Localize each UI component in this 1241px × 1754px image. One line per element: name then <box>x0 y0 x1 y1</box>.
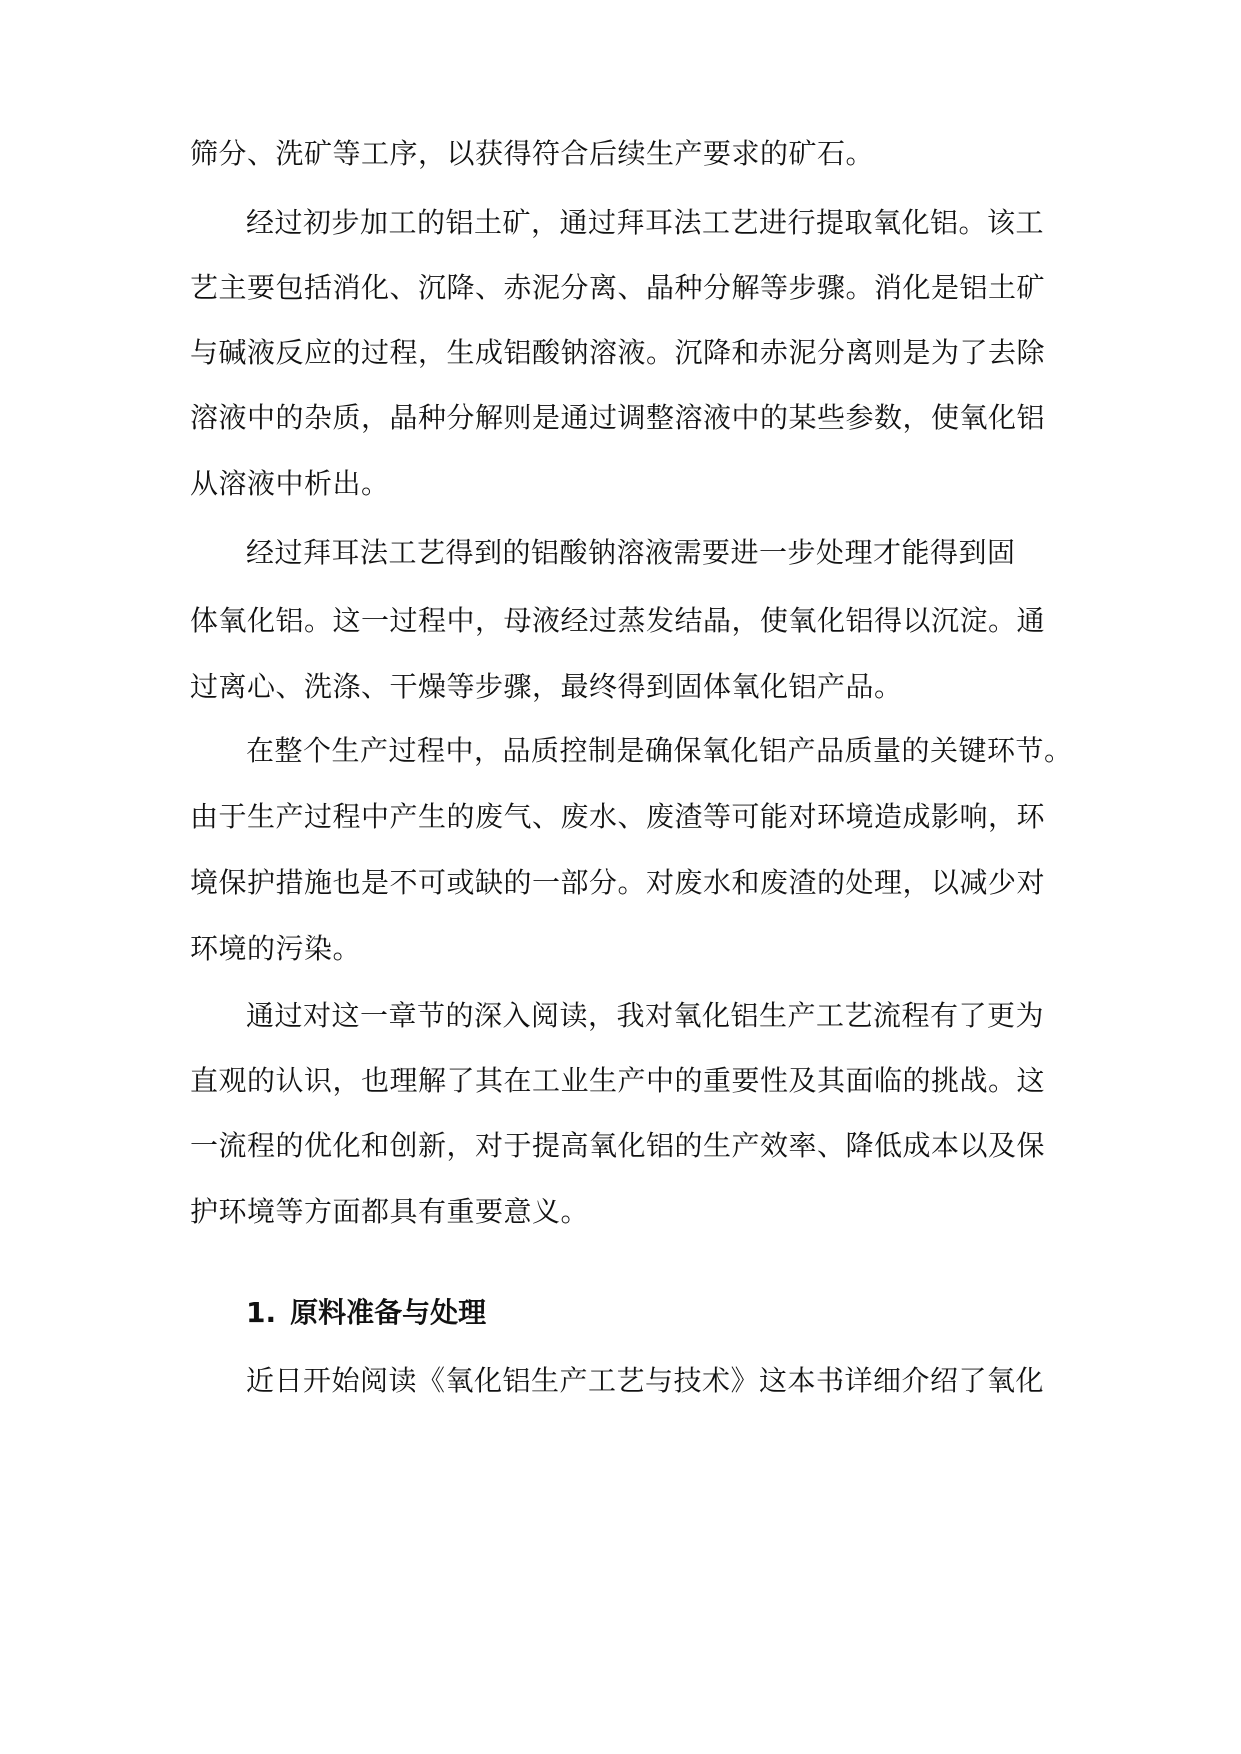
text-line: 通过对这一章节的深入阅读，我对氧化铝生产工艺流程有了更为 <box>246 999 1045 1032</box>
text-line: 近日开始阅读《氧化铝生产工艺与技术》这本书详细介绍了氧化 <box>246 1364 1045 1397</box>
text-line: 溶液中的杂质，晶种分解则是通过调整溶液中的某些参数，使氧化铝 <box>190 401 1046 434</box>
text-line: 过离心、洗涤、干燥等步骤，最终得到固体氧化铝产品。 <box>190 670 903 703</box>
section-heading <box>246 1293 486 1333</box>
text-line: 境保护措施也是不可或缺的一部分。对废水和废渣的处理，以减少对 <box>190 866 1046 899</box>
text-line: 从溶液中析出。 <box>190 467 390 500</box>
text-line: 一流程的优化和创新，对于提高氧化铝的生产效率、降低成本以及保 <box>190 1129 1046 1162</box>
text-line: 直观的认识，也理解了其在工业生产中的重要性及其面临的挑战。这 <box>190 1064 1046 1097</box>
text-line: 与碱液反应的过程，生成铝酸钠溶液。沉降和赤泥分离则是为了去除 <box>190 336 1046 369</box>
text-line: 环境的污染。 <box>190 932 362 965</box>
text-line: 由于生产过程中产生的废气、废水、废渣等可能对环境造成影响，环 <box>190 800 1046 833</box>
text-line: 筛分、洗矿等工序，以获得符合后续生产要求的矿石。 <box>190 137 875 170</box>
text-line: 经过拜耳法工艺得到的铝酸钠溶液需要进一步处理才能得到固 <box>246 536 1016 569</box>
text-line: 在整个生产过程中，品质控制是确保氧化铝产品质量的关键环节。 <box>246 734 1073 767</box>
text-line: 护环境等方面都具有重要意义。 <box>190 1195 590 1228</box>
text-line: 经过初步加工的铝土矿，通过拜耳法工艺进行提取氧化铝。该工 <box>246 206 1045 239</box>
text-line: 艺主要包括消化、沉降、赤泥分离、晶种分解等步骤。消化是铝土矿 <box>190 271 1046 304</box>
text-line: 体氧化铝。这一过程中，母液经过蒸发结晶，使氧化铝得以沉淀。通 <box>190 604 1046 637</box>
section-number: 1. <box>246 1296 277 1329</box>
section-title: 原料准备与处理 <box>290 1296 487 1329</box>
